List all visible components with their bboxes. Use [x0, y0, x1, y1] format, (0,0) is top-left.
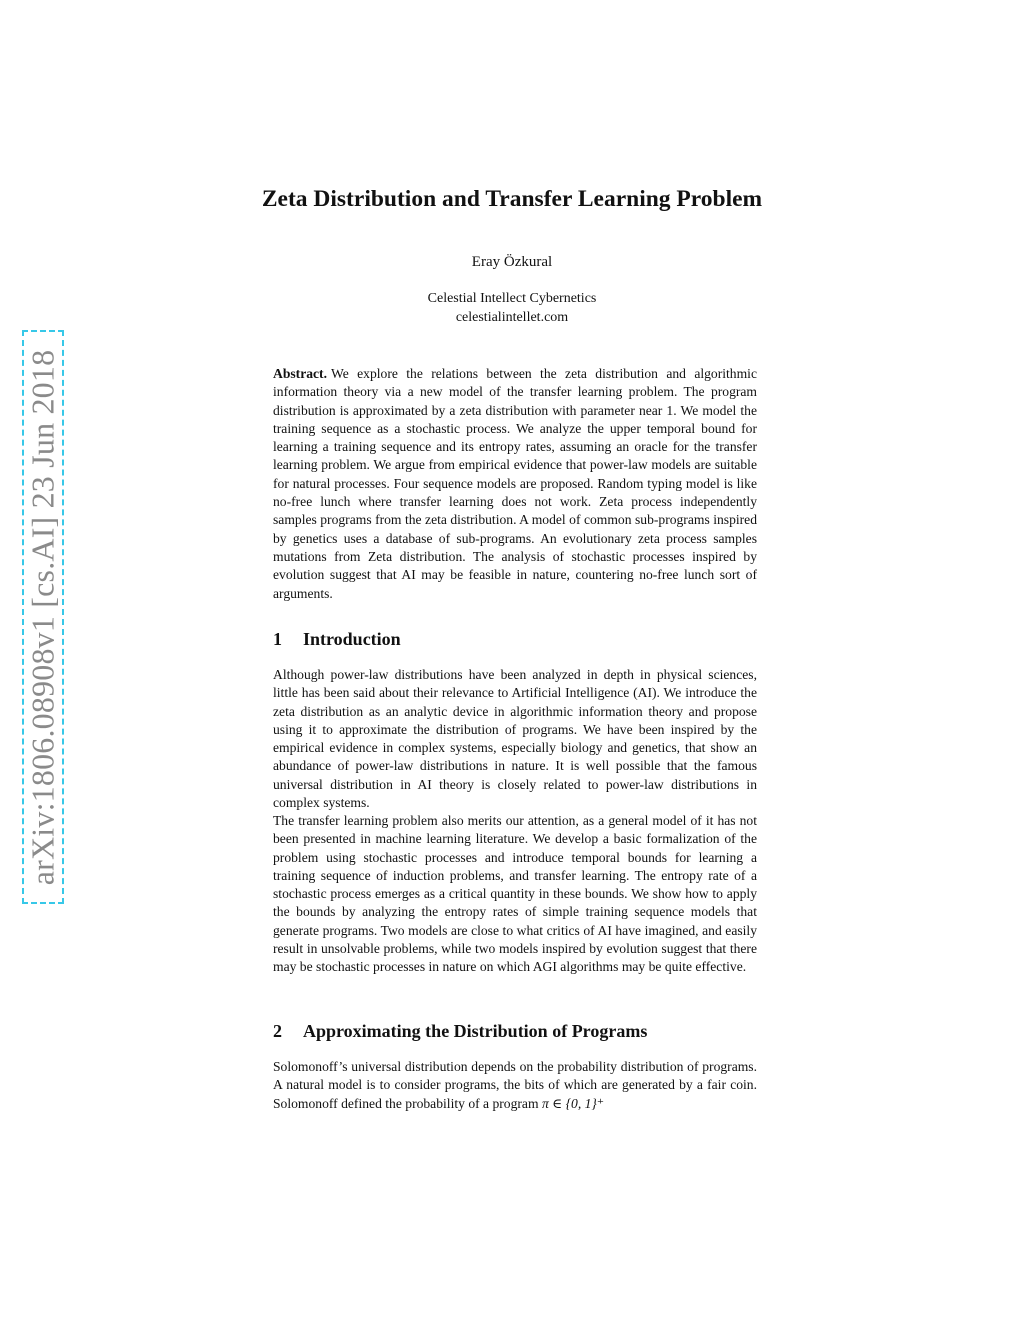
introduction-paragraph: The transfer learning problem also merits our attention, as a general model of it has not been presented in machine learning literature. We develop a basic formalization of the problem using stochastic processes and introduce temporal bounds for learning a training sequence of induction problems, and transfer learning. The entropy rate of a stochastic process emerges as a critical quantity in these bounds. We show how to apply the bounds by analyzing the entropy rates of simple training sequence models that generate programs. Two models are close to what critics of AI have imagined, and easily result in unsolvable problems, while two models inspired by evolution suggest that there may be stochastic processes in nature on which AGI algorithms may be quite effective.: [273, 813, 757, 975]
section-heading-introduction: [273, 629, 401, 650]
section-heading-approximating: [273, 1021, 647, 1042]
section-number: 1: [273, 629, 282, 649]
introduction-paragraph: Although power-law distributions have been analyzed in depth in physical sciences, little has been said about their relevance to Artificial Intelligence (AI). We introduce the zeta distribution as an analytic device in algorithmic information theory and propose using it to approximate the distribution of programs. We have been inspired by the empirical evidence in complex systems, especially biology and genetics, that show an abundance of power-law distributions in nature. It is well possible that the famous universal distribution in AI theory is closely related to power-law distributions in complex systems.: [273, 667, 757, 811]
abstract-label: Abstract.: [273, 366, 327, 381]
affiliation-block: [0, 289, 1024, 327]
abstract: [273, 365, 757, 603]
approximating-paragraph: [273, 1058, 757, 1113]
section-title: Introduction: [303, 629, 401, 649]
arxiv-stamp: [22, 330, 64, 904]
paper-title: Zeta Distribution and Transfer Learning Problem: [261, 186, 763, 212]
author-name: Eray Özkural: [471, 254, 553, 270]
arxiv-identifier: arXiv:1806.08908v1 [cs.AI] 23 Jun 2018: [24, 349, 61, 885]
abstract-text: We explore the relations between the zeta distribution and algorithmic information theory via a new model of the transfer learning problem. The program distribution is approximated by a zeta distribution with parameter near 1. We model the training sequence as a stochastic process. We analyze the upper temporal bound for learning a training sequence and its entropy rates, assuming an oracle for the transfer learning problem. We argue from empirical evidence that power-law models are suitable for natural processes. Four sequence models are proposed. Random typing model is like no-free lunch where transfer learning does not work. Zeta process independently samples programs from the zeta distribution. A model of common sub-programs inspired by genetics uses a database of sub-programs. An evolutionary zeta process samples mutations from Zeta distribution. The analysis of stochastic processes inspired by evolution suggest that AI may be feasible in nature, countering no-free lunch sort of arguments.: [273, 366, 757, 601]
affiliation-website: celestialintellet.com: [455, 310, 569, 325]
section-title: Approximating the Distribution of Programs: [303, 1021, 648, 1041]
affiliation: Celestial Intellect Cybernetics: [427, 291, 597, 306]
inline-math: π ∈ {0, 1}⁺: [541, 1095, 605, 1111]
section-number: 2: [273, 1021, 282, 1041]
paragraph-text: Solomonoff’s universal distribution depends on the probability distribution of programs. A natural model is to consider programs, the bits of which are generated by a fair coin. Solomonoff defined the probability of a program: [273, 1059, 757, 1111]
